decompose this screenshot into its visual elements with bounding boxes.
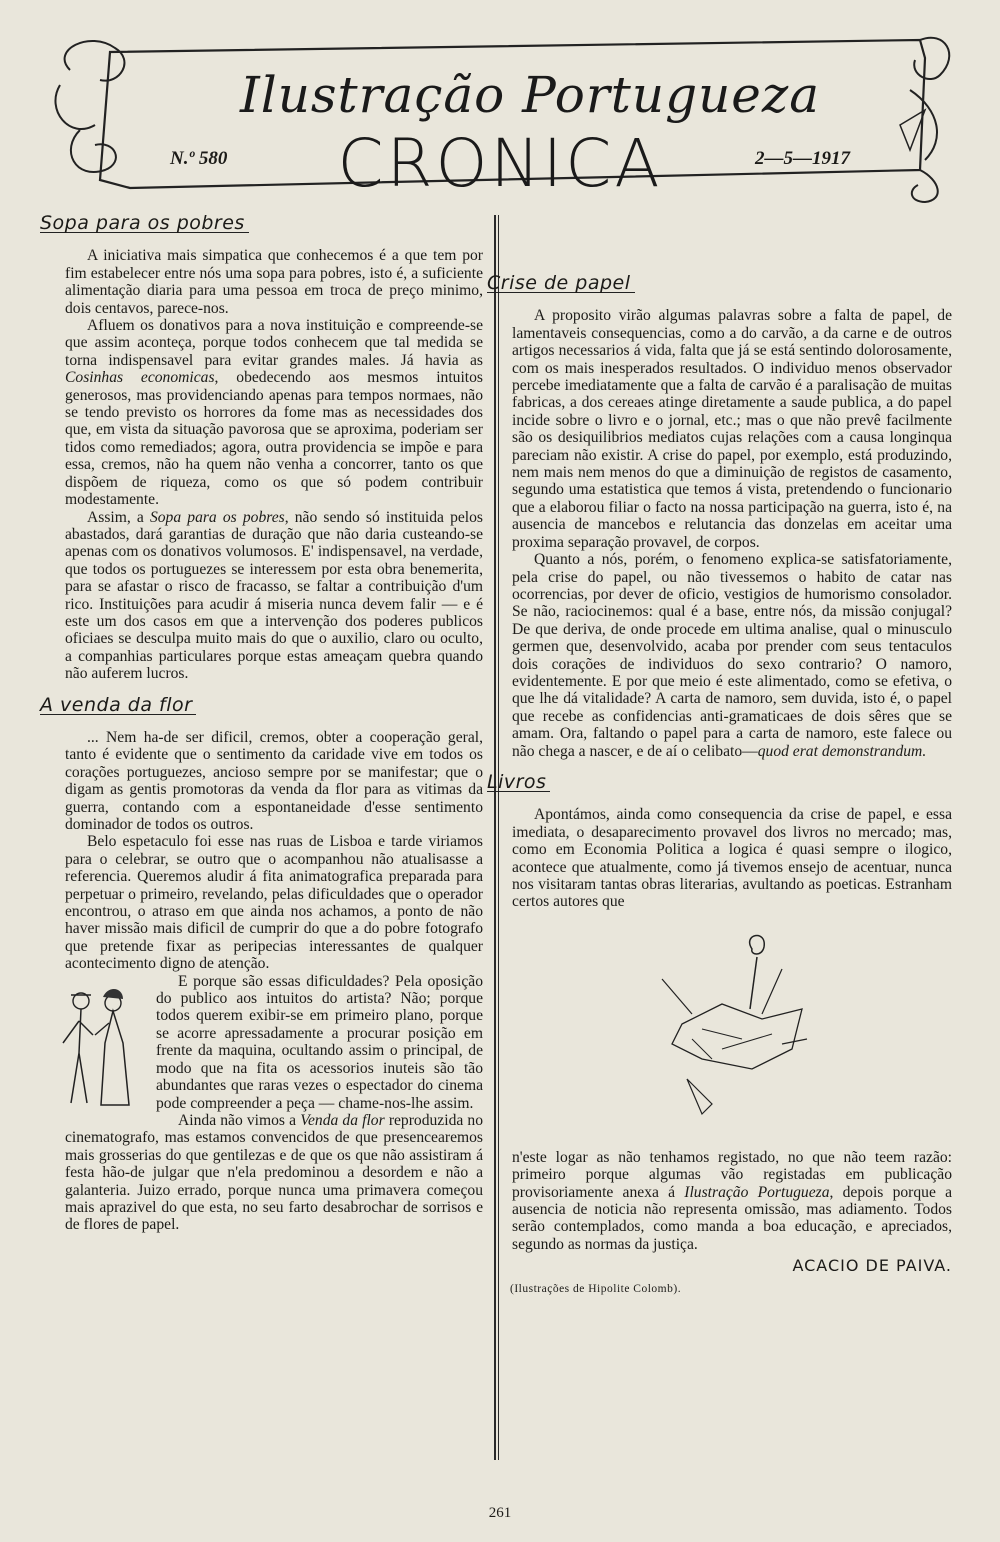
masthead (40, 30, 960, 205)
article-sopa (40, 212, 484, 683)
magazine-title: Ilustração Portugueza (239, 66, 821, 124)
paragraph: E porque são essas dificuldades? Pela oposição do publico aos intuitos do artista? Não; porque todos querem exibir-se em primeiro plano, porque se acorre apressadamente a procurar posição em frente da maquina, ocultando assim o principal, de modo que na fita os acessorios inuteis são tão abundantes que raras vezes o espectador do cinema pode compreender a peça — chame-nos-lhe assim. (156, 972, 483, 1112)
article-heading: Crise de papel (487, 275, 635, 293)
paragraph: n'este logar as não tenhamos registado, no que não teem razão: primeiro porque algumas vão registadas em publicação provisoriamente anexa á Ilustração Portugueza, depois porque a ausencia de noticia não representa omissão, mas adiamento. Todos serão contemplados, como manda a boa educação, e apreciados, segundo as normas da justiça. (512, 1148, 953, 1253)
right-column (487, 215, 953, 1312)
paragraph: Quanto a nós, porém, o fenomeno explica-se satisfatoriamente, pela crise do papel, ou não tivessemos o habito de catar nas ocorrencias, por dever de oficio, vestigios de humorismo consolador. Se não, raciocinemos: qual é a base, entre nós, da missão conjugal? De que deriva, de onde procede em ultima analise, qual o minusculo germen que, desenvolvido, acaba por prender com seus tentaculos dois corações de individuos do sexo contrario? O namoro, evidentemente. E por que meio é este alimentado, como se efetiva, o que lhe dá vitalidade? A carta de namoro, sem duvida, isto é, o papel que recebe as confidencias anti-gramaticaes de dois sêres que se amam. Ora, faltando o papel para a carta de namoro, este falece ou não chega a nascer, e de aí o celibato—quod erat demonstrandum. (512, 551, 952, 760)
left-column (40, 212, 484, 1248)
section-title: CRONICA (337, 125, 663, 202)
issue-date: 2—5—1917 (755, 148, 850, 169)
paragraph: A proposito virão algumas palavras sobre a falta de papel, de lamentaveis consequencias, como a do carvão, a da carne e de outros artigos necessarios á vida, falta que já se está sentindo dolorosamente, com os mais inesperados resultados. O individuo menos observador percebe imediatamente que a falta de carvão é a paralisação de muitas fabricas, a dos cereaes atinge diretamente a saude publica, a do papel incide sobre o livro e o jornal, etc.; mas o que não prevê facilmente são os desiquilibrios mediatos cujas relações com a causa longinqua pareciam não existir. A crise do papel, por exemplo, está produzindo, nem mais nem menos do que a diminuição de registos de casamento, segundo uma estatistica que temos á vista, pretendendo o funcionario que a elaborou filiar o facto na nossa participação na guerra, isto é, na ausencia de mancebos e relutancia das donzelas em aceitar uma proxima separação provavel, de corpos. (512, 307, 952, 551)
flower-seller-illustration (53, 973, 148, 1123)
paragraph: A iniciativa mais simpatica que conhecemos é a que tem por fim estabelecer entre nós uma sopa para pobres, isto é, a suficiente alimentação diaria para uma pessoa em troca de preço minimo, dois centavos, parece-nos. (65, 247, 483, 317)
paragraph: Assim, a Sopa para os pobres, não sendo só instituida pelos abastados, dará garantias de duração que não daria custeando-se apenas com os donativos volumosos. E' indispensavel, na verdade, que todos os portuguezes se interessem por esta obra benemerita, para se afastar o risco de fracasso, se faltar a contribuição d'um rico. Instituições para acudir á miseria nunca devem falir — e é este um dos casos em que a intervenção dos poderes publicos oficiaes se desculpa muito mais do que o auxilio, claro ou oculto, a companhias particulares porque estas ameaçam quebra quando não auferem lucros. (65, 508, 484, 683)
article-heading: A venda da flor (40, 697, 196, 715)
paragraph: Afluem os donativos para a nova instituição e compreende-se que assim aconteça, porque todos conhecem que tal medida se torna indispensavel para evitar grandes males. Já havia as Cosinhas economicas, obedecendo aos mesmos intuitos generosos, mas providenciando apenas para tempos normaes, não se tendo previsto os horrores da fome mas as necessidades dos que, em vista da situação pavorosa que se aproxima, poderiam ser tidos como remediados; agora, outra providencia se impõe e para essa, cremos, não ha quem não venha a concorrer, tanto os que dispõem de riqueza, como os que só podem contribuir modestamente. (65, 317, 483, 509)
column-divider-thin (498, 215, 499, 1460)
illustration-credit: (Ilustrações de Hipolite Colomb). (510, 1282, 682, 1295)
article-livros (487, 770, 953, 1298)
paragraph: Apontámos, ainda como consequencia da crise de papel, e essa imediata, o desaparecimento provavel dos livros no mercado; mas, como em Economia Politica a logica é quasi sempre o ilogico, acontece que atualmente, como já tivemos ensejo de acentuar, nunca nos visitaram tantas obras literarias, avultando as poeticas. Estranham certos autores que (512, 806, 952, 911)
article-flor (40, 693, 484, 1234)
article-heading: Sopa para os pobres (40, 215, 249, 233)
paragraph: ... Nem ha-de ser dificil, cremos, obter a cooperação geral, tanto é evidente que o sentimento da caridade vive em todos os corações portuguezes, ancioso sempre por se manifestar; que o digam as gentis promotoras da venda da flor para as vitimas da guerra, contando com a espontaneidade d'esse sentimento dominador de todos os outros. (65, 728, 483, 833)
author-signature: ACACIO DE PAIVA. (792, 1256, 952, 1276)
issue-number: N.º 580 (170, 148, 228, 169)
paragraph: Ainda não vimos a Venda da flor reproduzida no cinematografo, mas estamos convencidos de que presencearemos mais grosserias do que gentilezas e de que os que não assistiram á festa hão-de julgar que n'ela predominou a desordem e não a galanteria. Juizo errado, porque nunca uma primavera começou mais aprazivel do que esta, no seu farto desabrochar de sorrisos e de flores de papel. (65, 1111, 484, 1234)
paragraph: Belo espetaculo foi esse nas ruas de Lisboa e tarde viriamos para o celebrar, se outro que o acompanhou não atualisasse a referencia. Queremos aludir á fita animatografica preparada para perpetuar o primeiro, revelando, pelas dificuldades que o operador encontrou, o atraso em que ainda nos achamos, a ponto de não haver missão mais dificil de cumprir do que a do pobre fotografo que pretende fixar as peripecias interessantes de qualquer acontecimento digno de atenção. (65, 833, 483, 973)
article-heading: Livros (487, 774, 550, 792)
books-illustration (642, 929, 822, 1129)
article-crise (487, 272, 952, 760)
column-divider (494, 215, 496, 1460)
page-number: 261 (488, 1505, 512, 1521)
